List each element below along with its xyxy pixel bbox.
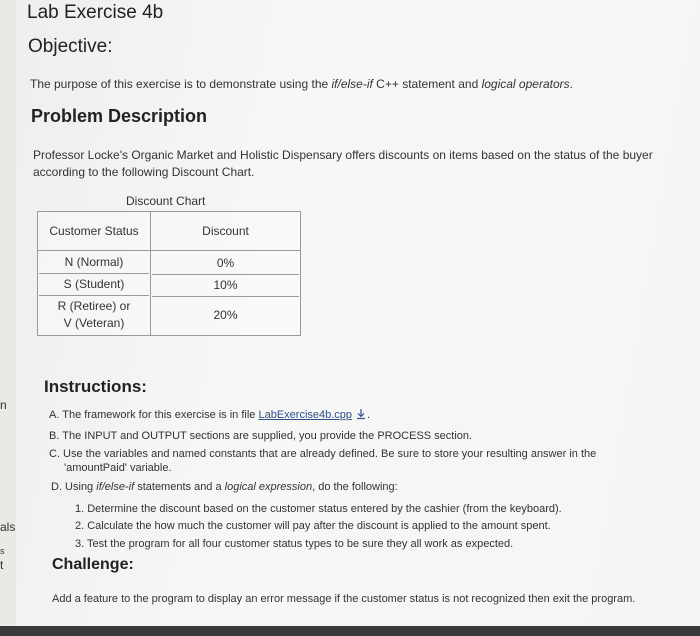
edge-fragment-2: als (0, 520, 16, 534)
header-discount: Discount (151, 212, 301, 251)
discount-retiree-veteran: 20% (152, 296, 299, 334)
instructions-heading: Instructions: (44, 377, 147, 396)
status-retiree-veteran: R (Retiree) or V (Veteran) (39, 295, 149, 334)
bottom-edge-bar (0, 626, 700, 636)
objective-text: The purpose of this exercise is to demonstrate using the if/else-if C++ statement and logical operators. (30, 77, 573, 91)
discount-normal: 0% (216, 255, 235, 270)
discount-student: 10% (152, 274, 299, 296)
instruction-c-line1: C. Use the variables and named constants that are already defined. Be sure to store your resulting answer in the (49, 448, 597, 460)
table-body-row (38, 251, 301, 336)
problem-heading: Problem Description (31, 106, 208, 126)
edge-fragment-1: n (0, 398, 7, 412)
status-column-cells (38, 251, 151, 336)
discount-chart-table (37, 211, 301, 336)
download-icon[interactable] (355, 408, 367, 424)
edge-fragment-4: t (0, 558, 4, 572)
table-header-row (38, 212, 301, 251)
step-3: 3. Test the program for all four customer status types to be sure they all work as expected. (75, 538, 514, 550)
instruction-b: B. The INPUT and OUTPUT sections are supplied, you provide the PROCESS section. (49, 430, 473, 442)
step-2: 2. Calculate the how much the customer will pay after the discount is applied to the amount spent. (75, 520, 551, 532)
framework-file-link[interactable]: LabExercise4b.cpp (258, 409, 353, 421)
instruction-a: A. The framework for this exercise is in file LabExercise4b.cpp . (49, 408, 370, 424)
discount-chart-caption: Discount Chart (126, 194, 206, 208)
header-customer-status: Customer Status (38, 212, 151, 251)
problem-description: Professor Locke's Organic Market and Holistic Dispensary offers discounts on items based on the status of the buyer according to the following Discount Chart. (33, 148, 653, 179)
status-student: S (Student) (39, 273, 149, 295)
edge-fragment-3: s (0, 546, 5, 556)
challenge-heading: Challenge: (52, 556, 134, 573)
objective-heading: Objective: (28, 36, 113, 57)
status-normal: N (Normal) (64, 255, 124, 269)
challenge-text: Add a feature to the program to display an error message if the customer status is not recognized then exit the program. (52, 593, 636, 605)
discount-column-cells (151, 251, 301, 336)
instruction-c-line2: 'amountPaid' variable. (64, 462, 172, 474)
left-edge-strip (0, 0, 16, 636)
step-1: 1. Determine the discount based on the customer status entered by the cashier (from the keyboard). (75, 503, 562, 515)
instruction-d: D. Using if/else-if statements and a logical expression, do the following: (51, 481, 398, 493)
page-title: Lab Exercise 4b (27, 2, 164, 23)
